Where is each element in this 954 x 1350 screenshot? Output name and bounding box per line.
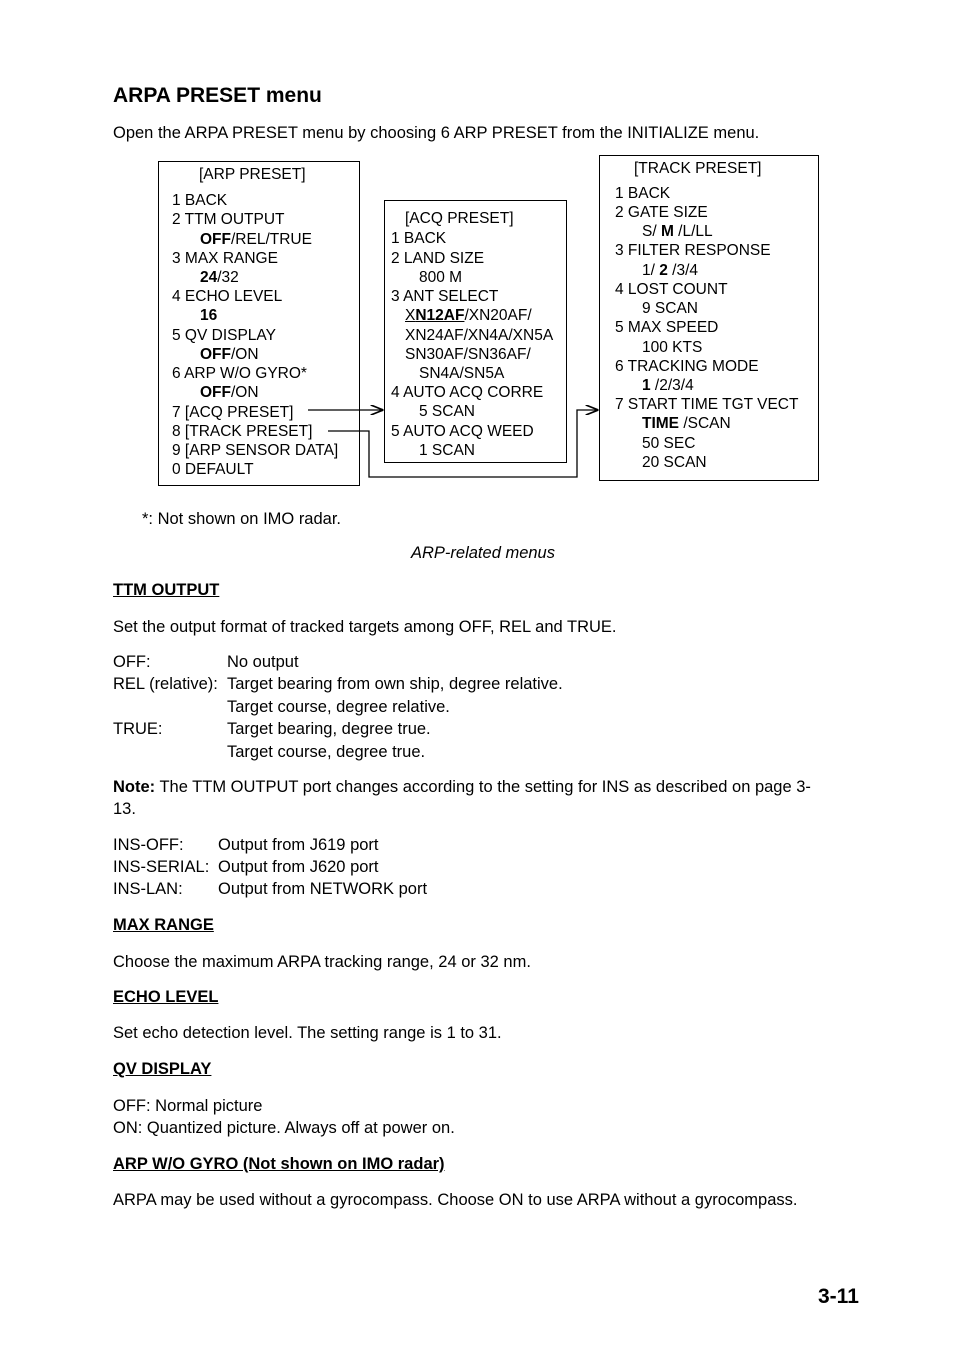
def-desc: Target bearing, degree true.	[227, 720, 431, 738]
echo-level-text: Set echo detection level. The setting range is 1 to 31.	[113, 1024, 502, 1042]
acq-ant-options-3: SN30AF/SN36AF/	[405, 346, 531, 363]
def-term: TRUE:	[113, 720, 163, 738]
max-range-heading: MAX RANGE	[113, 916, 214, 934]
arp-item-track-preset: 8 [TRACK PRESET]	[172, 423, 313, 440]
acq-preset-title: [ACQ PRESET]	[405, 210, 514, 227]
def-desc: Target course, degree true.	[227, 743, 426, 761]
echo-level-heading: ECHO LEVEL	[113, 988, 219, 1006]
track-item-gate-size: 2 GATE SIZE	[615, 204, 708, 221]
track-item-back: 1 BACK	[615, 185, 671, 202]
page-heading: ARPA PRESET menu	[113, 84, 322, 107]
arp-echo-value: 16	[200, 307, 218, 324]
arp-gyro-heading: ARP W/O GYRO (Not shown on IMO radar)	[113, 1155, 445, 1173]
option-prefix: X	[405, 307, 416, 324]
arp-item-qv-display: 5 QV DISPLAY	[172, 327, 276, 344]
def-desc: Target bearing from own ship, degree relative.	[227, 675, 563, 693]
acq-item-land-size: 2 LAND SIZE	[391, 250, 485, 267]
max-range-text: Choose the maximum ARPA tracking range, 24 or 32 nm.	[113, 953, 531, 971]
selected-option: TIME	[642, 415, 680, 432]
qv-display-line2: ON: Quantized picture. Always off at power on.	[113, 1119, 455, 1137]
arp-item-ttm-output: 2 TTM OUTPUT	[172, 211, 285, 228]
other-options: /2/3/4	[650, 377, 694, 394]
selected-option: 24	[200, 269, 218, 286]
ttm-note	[113, 776, 811, 798]
option-prefix: 1/	[642, 262, 660, 279]
acq-land-value: 800 M	[419, 269, 463, 286]
arp-item-echo-level: 4 ECHO LEVEL	[172, 288, 283, 305]
track-lost-value: 9 SCAN	[642, 300, 698, 317]
ttm-output-text: Set the output format of tracked targets among OFF, REL and TRUE.	[113, 618, 617, 636]
def-desc: Target course, degree relative.	[227, 698, 450, 716]
ins-lan-row	[113, 878, 813, 900]
selected-option: OFF	[200, 384, 231, 401]
ins-serial-row	[113, 856, 813, 878]
selected-option: M	[660, 223, 674, 240]
arp-ttm-options	[200, 230, 312, 249]
figure-caption: ARP-related menus	[411, 544, 555, 562]
def-term: INS-OFF:	[113, 836, 184, 854]
def-term: REL (relative):	[113, 675, 218, 693]
arp-range-options	[200, 268, 239, 287]
page-number: 3-11	[818, 1285, 859, 1308]
note-label: Note:	[113, 778, 156, 796]
track-item-lost-count: 4 LOST COUNT	[615, 281, 728, 298]
arp-item-default: 0 DEFAULT	[172, 461, 254, 478]
track-preset-title: [TRACK PRESET]	[634, 160, 762, 177]
arp-item-acq-preset: 7 [ACQ PRESET]	[172, 404, 294, 421]
arp-item-wo-gyro: 6 ARP W/O GYRO*	[172, 365, 307, 382]
other-options: /ON	[231, 346, 259, 363]
ttm-off-row	[113, 651, 813, 673]
track-item-start-time: 7 START TIME TGT VECT	[615, 396, 799, 413]
other-options: /REL/TRUE	[231, 231, 312, 248]
ttm-note-cont: 13.	[113, 800, 136, 818]
note-text: The TTM OUTPUT port changes according to the setting for INS as described on page 3-	[155, 778, 811, 796]
intro-text: Open the ARPA PRESET menu by choosing 6 ARP PRESET from the INITIALIZE menu.	[113, 124, 760, 142]
def-desc: No output	[227, 653, 299, 671]
ttm-true-row	[113, 718, 813, 740]
option-prefix: S/	[642, 223, 661, 240]
acq-item-auto-acq-weed: 5 AUTO ACQ WEED	[391, 423, 534, 440]
ttm-rel-row	[113, 673, 813, 695]
track-filter-options	[642, 261, 698, 280]
arp-item-back: 1 BACK	[172, 192, 228, 209]
selected-option: N12AF	[415, 307, 465, 324]
acq-item-back: 1 BACK	[391, 230, 447, 247]
ttm-output-heading: TTM OUTPUT	[113, 581, 220, 599]
track-mode-options	[642, 376, 694, 395]
def-term: OFF:	[113, 653, 151, 671]
selected-option: 2	[659, 262, 668, 279]
footnote: *: Not shown on IMO radar.	[142, 510, 342, 528]
def-term: INS-LAN:	[113, 880, 183, 898]
def-term: INS-SERIAL:	[113, 858, 210, 876]
track-start-sec: 50 SEC	[642, 435, 696, 452]
arp-qv-options	[200, 345, 259, 364]
track-gate-options	[642, 222, 713, 241]
ttm-rel-row-2	[113, 696, 813, 718]
def-desc: Output from J619 port	[218, 836, 379, 854]
arp-preset-title: [ARP PRESET]	[199, 166, 306, 183]
arp-gyro-options	[200, 383, 259, 402]
arp-gyro-text: ARPA may be used without a gyrocompass. Choose ON to use ARPA without a gyrocompass.	[113, 1191, 798, 1209]
acq-ant-options-2: XN24AF/XN4A/XN5A	[405, 327, 554, 344]
ttm-true-row-2	[113, 741, 813, 763]
selected-option: OFF	[200, 346, 231, 363]
def-desc: Output from J620 port	[218, 858, 379, 876]
acq-weed-value: 1 SCAN	[419, 442, 475, 459]
other-options: /32	[217, 269, 239, 286]
selected-option: 1	[642, 377, 651, 394]
track-speed-value: 100 KTS	[642, 339, 703, 356]
def-desc: Output from NETWORK port	[218, 880, 428, 898]
track-item-filter-response: 3 FILTER RESPONSE	[615, 242, 771, 259]
other-options: /L/LL	[673, 223, 713, 240]
acq-item-auto-acq-corre: 4 AUTO ACQ CORRE	[391, 384, 544, 401]
selected-option: OFF	[200, 231, 231, 248]
track-item-tracking-mode: 6 TRACKING MODE	[615, 358, 759, 375]
other-options: /3/4	[667, 262, 699, 279]
acq-ant-options-4: SN4A/SN5A	[419, 365, 505, 382]
ins-off-row	[113, 834, 813, 856]
other-options: /SCAN	[679, 415, 731, 432]
track-start-scan: 20 SCAN	[642, 454, 707, 471]
track-item-max-speed: 5 MAX SPEED	[615, 319, 719, 336]
other-options: /XN20AF/	[464, 307, 532, 324]
arp-item-max-range: 3 MAX RANGE	[172, 250, 278, 267]
other-options: /ON	[231, 384, 259, 401]
qv-display-heading: QV DISPLAY	[113, 1060, 212, 1078]
arp-item-sensor-data: 9 [ARP SENSOR DATA]	[172, 442, 339, 459]
qv-display-line1: OFF: Normal picture	[113, 1097, 263, 1115]
acq-item-ant-select: 3 ANT SELECT	[391, 288, 499, 305]
acq-corre-value: 5 SCAN	[419, 403, 475, 420]
acq-ant-options-1	[405, 306, 532, 325]
track-start-options	[642, 414, 731, 433]
